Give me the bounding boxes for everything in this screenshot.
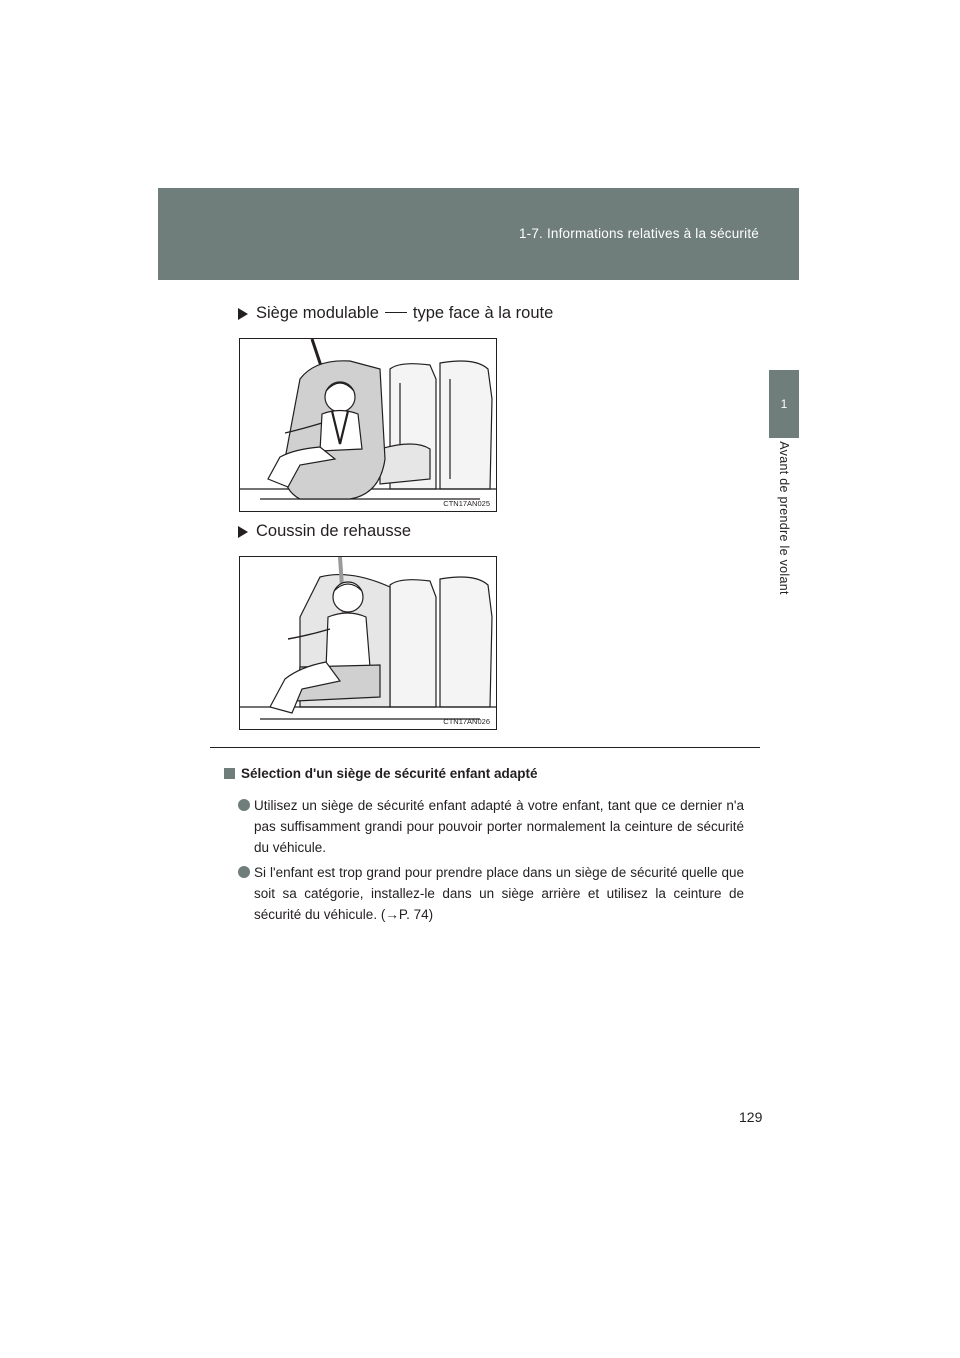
triangle-bullet-icon: [238, 526, 248, 538]
section-heading-booster: [238, 522, 411, 541]
figure-convertible-seat: [239, 338, 497, 512]
note-bullet: [238, 795, 744, 858]
section-heading-convertible: [238, 304, 553, 323]
note-title: [224, 766, 538, 781]
note-bullet-text: Utilisez un siège de sécurité enfant adapté à votre enfant, tant que ce dernier n'a pas suffisamment grandi pour pouvoir porter normalement la ceinture de sécurité du véhicule.: [254, 798, 744, 855]
figure-code: CTN17AN026: [443, 717, 490, 726]
child-convertible-seat-illustration-icon: [240, 339, 496, 511]
section-divider: [210, 747, 760, 748]
note-bullet-text: Si l'enfant est trop grand pour prendre place dans un siège de sécurité quelle que soit sa catégorie, installez-le dans un siège arrière et utilisez la ceinture de sécurité du véhicule. (→P. 74): [254, 865, 744, 922]
figure-code: CTN17AN025: [443, 499, 490, 508]
header-section-title: 1-7. Informations relatives à la sécurité: [518, 226, 759, 241]
chapter-label: Avant de prendre le volant: [777, 441, 791, 595]
heading-part1: Siège modulable: [256, 304, 379, 322]
heading-booster: Coussin de rehausse: [256, 522, 412, 540]
note-bullet: [238, 862, 744, 925]
square-bullet-icon: [224, 768, 235, 779]
page-number: 129: [739, 1109, 763, 1125]
header-band: [158, 188, 799, 280]
em-dash-icon: [385, 312, 407, 313]
figure-booster-cushion: [239, 556, 497, 730]
circle-bullet-icon: [238, 799, 250, 811]
triangle-bullet-icon: [238, 308, 248, 320]
circle-bullet-icon: [238, 866, 250, 878]
chapter-number: 1: [780, 397, 788, 411]
child-booster-cushion-illustration-icon: [240, 557, 496, 729]
note-title-text: Sélection d'un siège de sécurité enfant adapté: [241, 766, 538, 781]
chapter-tab: [769, 370, 799, 438]
heading-part2: type face à la route: [412, 304, 554, 322]
